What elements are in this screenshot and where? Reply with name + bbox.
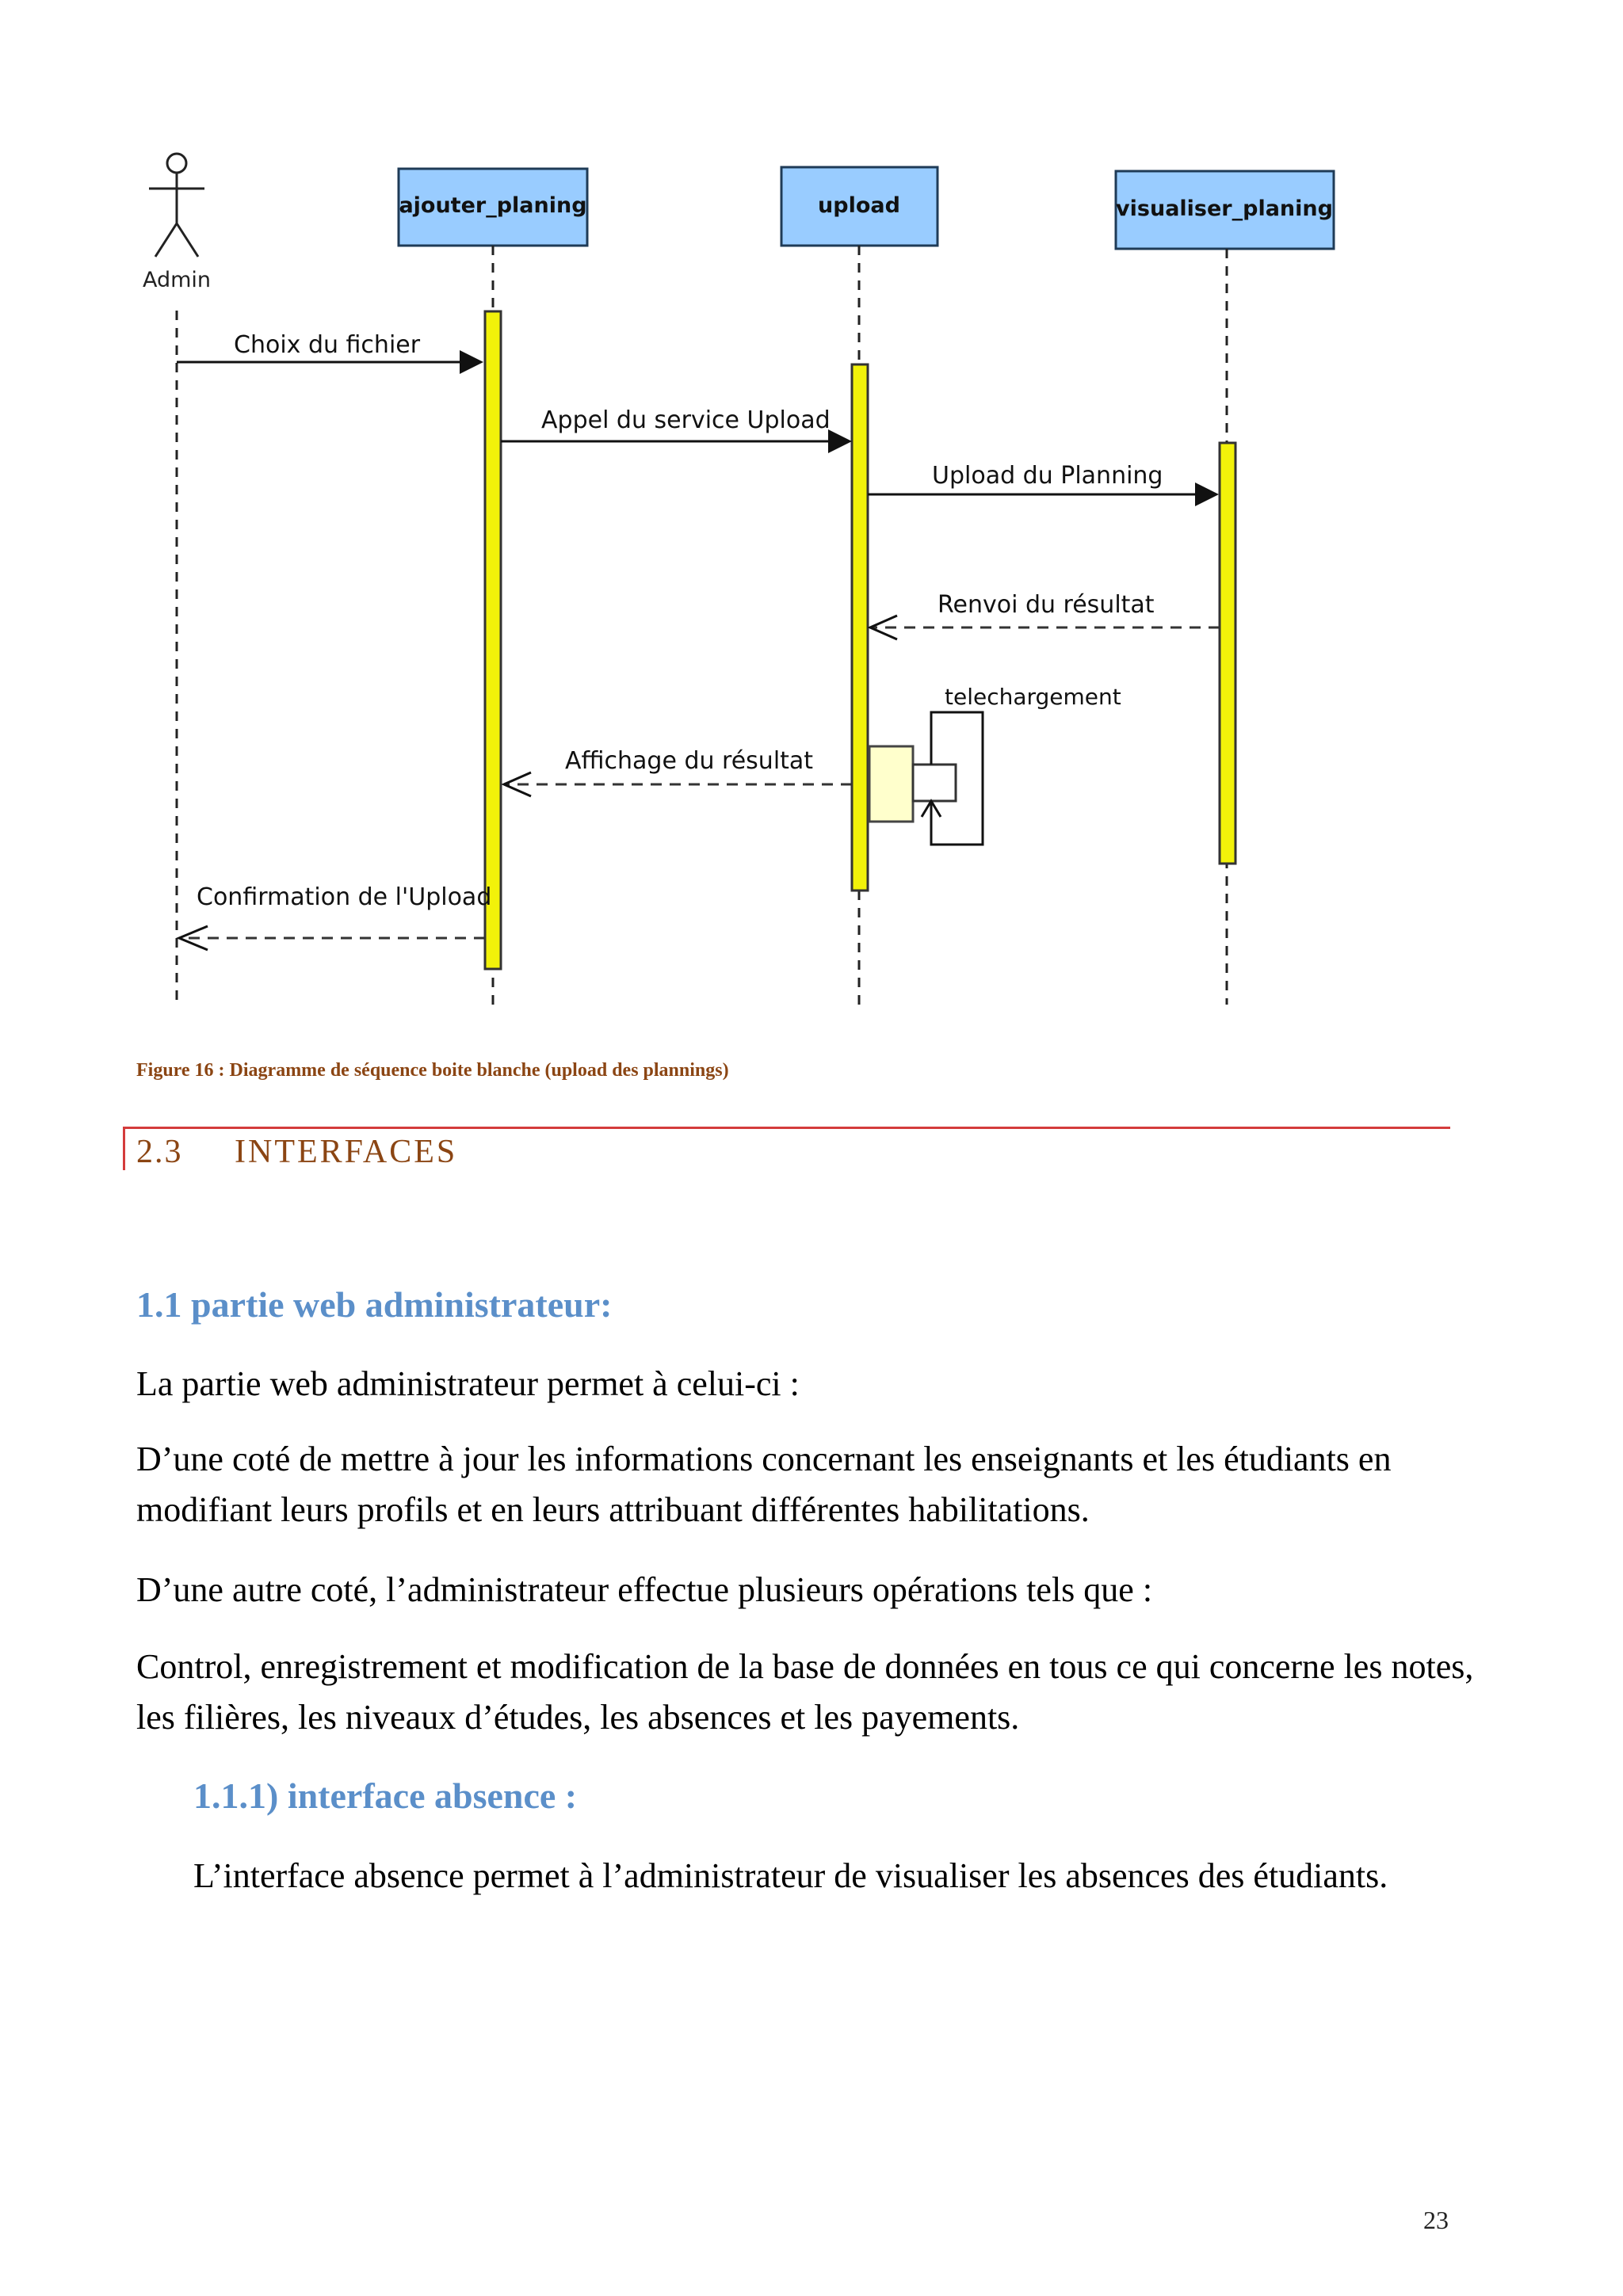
self-call-activation (869, 746, 913, 822)
message-label-telechargement: telechargement (945, 684, 1121, 710)
paragraph-profiles: D’une coté de mettre à jour les informations concernant les enseignants et les étudiants en modifiant leurs profils et en leurs attribuant différentes habilitations. (136, 1440, 1392, 1529)
message-choix-du-fichier (177, 331, 483, 374)
lifeline-label: upload (818, 193, 900, 218)
message-confirmation-upload (179, 883, 491, 950)
message-label: Confirmation de l'Upload (197, 883, 492, 911)
message-renvoi-du-resultat (870, 591, 1220, 639)
section-title: INTERFACES (235, 1134, 458, 1170)
section-rule-left (123, 1127, 125, 1170)
paragraph-absence: L’interface absence permet à l’administrateur de visualiser les absences des étudiants. (193, 1856, 1388, 1895)
activation-ajouter-planing (485, 311, 501, 969)
lifeline-visualiser-planing (1116, 171, 1334, 249)
paragraph-operations: D’une autre coté, l’administrateur effectue plusieurs opérations tels que : (136, 1570, 1153, 1609)
figure-caption: Figure 16 : Diagramme de séquence boite blanche (upload des plannings) (136, 1060, 729, 1081)
subsubsection-heading: 1.1.1) interface absence : (193, 1775, 578, 1816)
actor-admin (143, 154, 211, 292)
activation-upload (852, 364, 868, 891)
message-upload-du-planning (868, 462, 1219, 506)
message-affichage-du-resultat (504, 747, 852, 796)
lifeline-upload (781, 167, 938, 246)
message-label: Choix du fichier (234, 331, 421, 359)
paragraph-control: Control, enregistrement et modification de la base de données en tous ce qui concerne les notes, les filières, les niveaux d’études, les absences et les payements. (136, 1647, 1474, 1737)
message-label: Renvoi du résultat (938, 591, 1155, 619)
paragraph-intro: La partie web administrateur permet à celui-ci : (136, 1364, 800, 1403)
message-label: Appel du service Upload (541, 406, 831, 434)
page-number: 23 (1423, 2206, 1449, 2234)
actor-label: Admin (142, 268, 212, 292)
lifeline-label: visualiser_planing (1116, 196, 1333, 221)
message-label: Affichage du résultat (565, 747, 814, 775)
section-number: 2.3 (136, 1134, 183, 1170)
activation-visualiser-planing (1220, 443, 1235, 864)
lifeline-ajouter-planing (399, 169, 587, 246)
subsection-heading: 1.1 partie web administrateur: (136, 1284, 613, 1325)
section-rule (123, 1127, 1450, 1129)
message-label: Upload du Planning (932, 462, 1163, 490)
lifeline-label: ajouter_planing (399, 193, 587, 218)
self-call-box (913, 765, 956, 801)
sequence-diagram (0, 0, 1623, 1030)
message-appel-du-service-upload (501, 406, 852, 453)
